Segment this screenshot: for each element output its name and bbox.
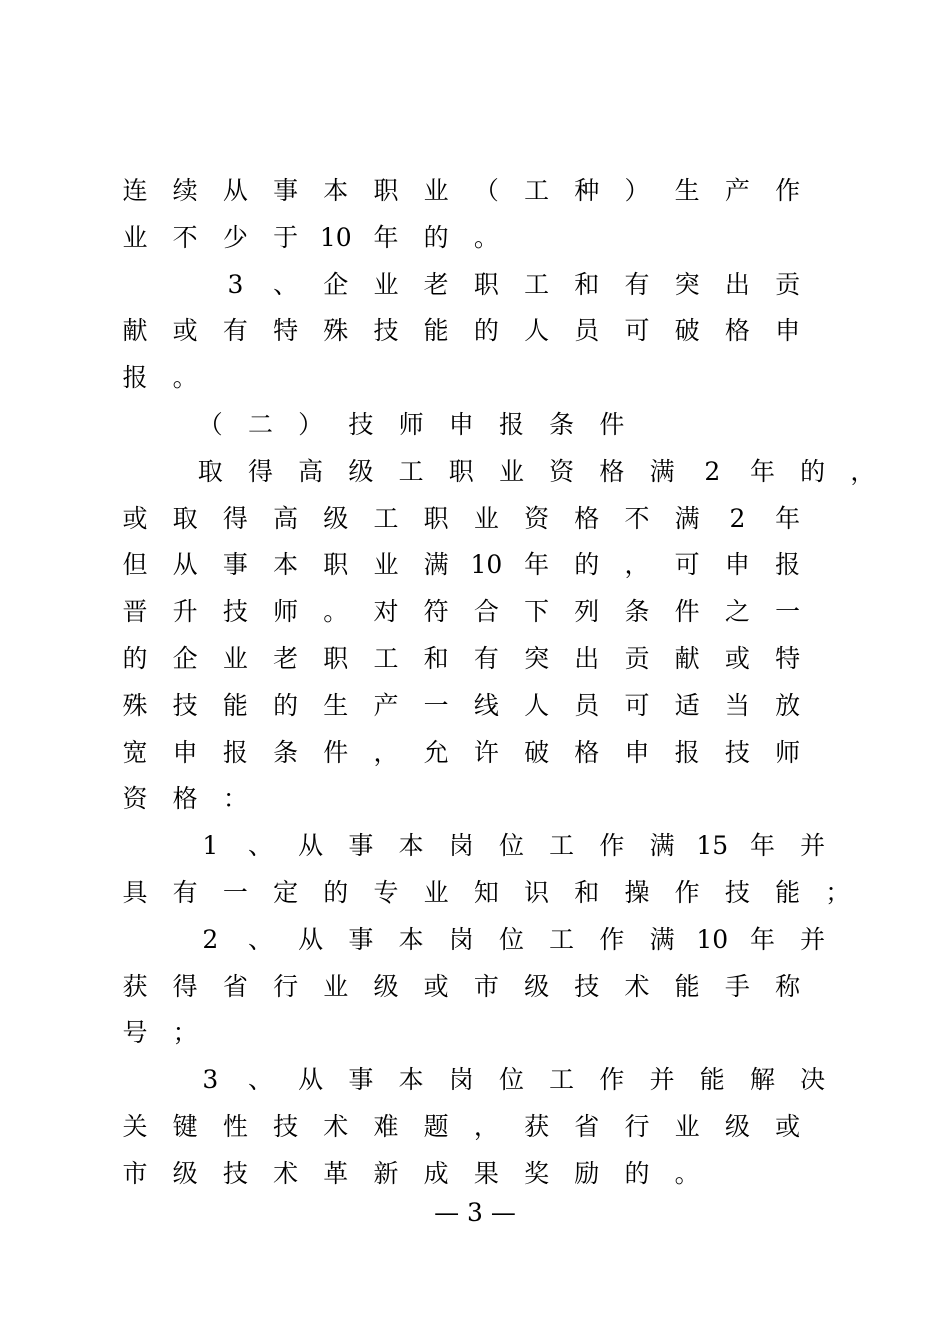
text-glyph: 级 — [348, 456, 374, 486]
text-glyph: 本 — [398, 924, 424, 954]
text-glyph: 和 — [423, 644, 449, 673]
text-glyph: 破 — [524, 737, 550, 767]
text-glyph: 申 — [775, 316, 801, 346]
text-glyph: 可 — [624, 316, 650, 346]
text-glyph: 职 — [323, 550, 349, 580]
text-glyph: 作 — [599, 924, 625, 954]
text-glyph: 产 — [724, 176, 750, 205]
text-glyph: 二 — [247, 410, 273, 439]
text-glyph: 资 — [122, 784, 148, 814]
text-glyph: 件 — [674, 597, 700, 627]
text-glyph: 满 — [649, 924, 675, 954]
page-number: — 3 — — [434, 1198, 516, 1227]
text-line — [0, 499, 950, 539]
text-glyph: 可 — [674, 550, 700, 580]
text-glyph: 资 — [549, 456, 575, 486]
text-glyph: 和 — [574, 269, 600, 299]
text-glyph: 操 — [624, 878, 650, 907]
text-glyph: 列 — [574, 597, 600, 627]
text-glyph: 满 — [649, 456, 675, 486]
text-line — [0, 826, 950, 866]
text-glyph: 技 — [348, 410, 374, 439]
text-glyph: 高 — [273, 503, 299, 533]
text-glyph: 事 — [348, 924, 374, 954]
text-glyph: 工 — [549, 1065, 575, 1095]
text-glyph: 的 — [800, 456, 826, 486]
text-glyph: ， — [624, 550, 650, 580]
text-glyph: 职 — [423, 503, 449, 533]
text-glyph: 作 — [599, 1065, 625, 1095]
text-glyph: ； — [172, 1018, 198, 1048]
text-glyph: 业 — [122, 222, 148, 252]
text-glyph: 生 — [674, 176, 700, 205]
text-glyph: 作 — [775, 176, 801, 205]
text-glyph: 业 — [423, 176, 449, 205]
text-glyph: 对 — [373, 597, 399, 627]
text-glyph: 。 — [172, 363, 198, 393]
text-glyph: 10 — [319, 222, 352, 252]
text-glyph: 和 — [574, 878, 600, 907]
text-glyph: 格 — [599, 456, 625, 486]
text-glyph: 性 — [222, 1112, 248, 1141]
text-glyph: 许 — [473, 737, 499, 767]
text-glyph: 2 — [202, 924, 219, 954]
text-glyph: 2 — [704, 456, 721, 486]
text-glyph: 或 — [423, 971, 449, 1001]
text-glyph: ， — [473, 1112, 499, 1141]
text-glyph: 不 — [624, 503, 650, 533]
text-glyph: 格 — [574, 737, 600, 767]
text-line — [0, 779, 950, 819]
text-glyph: 获 — [122, 971, 148, 1001]
text-glyph: 师 — [398, 410, 424, 439]
text-glyph: 的 — [473, 316, 499, 346]
text-glyph: 件 — [599, 410, 625, 439]
text-glyph: 工 — [373, 644, 399, 673]
text-glyph: 术 — [323, 1112, 349, 1141]
text-glyph: 作 — [674, 878, 700, 907]
text-glyph: 年 — [524, 550, 550, 580]
text-glyph: 企 — [172, 644, 198, 673]
text-glyph: 术 — [273, 1158, 299, 1188]
text-glyph: 取 — [197, 456, 223, 486]
text-glyph: 申 — [624, 737, 650, 767]
text-glyph: 作 — [599, 831, 625, 861]
text-line — [0, 733, 950, 773]
text-glyph: 破 — [674, 316, 700, 346]
text-glyph: 年 — [749, 831, 775, 861]
text-glyph: 一 — [222, 878, 248, 907]
text-glyph: 人 — [524, 690, 550, 720]
text-glyph: 省 — [574, 1112, 600, 1141]
text-glyph: 的 — [423, 222, 449, 252]
text-glyph: 能 — [775, 878, 801, 907]
text-glyph: ， — [373, 737, 399, 767]
text-glyph: 出 — [574, 644, 600, 673]
text-glyph: 业 — [222, 644, 248, 673]
text-glyph: 业 — [423, 878, 449, 907]
text-glyph: 之 — [724, 597, 750, 627]
text-glyph: 突 — [524, 644, 550, 673]
text-glyph: 。 — [473, 222, 499, 252]
text-line — [0, 967, 950, 1007]
text-glyph: 知 — [473, 878, 499, 907]
text-glyph: 条 — [549, 410, 575, 439]
text-glyph: 当 — [724, 690, 750, 720]
text-glyph: 一 — [775, 597, 801, 627]
text-glyph: 事 — [273, 176, 299, 205]
text-glyph: 有 — [473, 644, 499, 673]
text-glyph: 行 — [273, 971, 299, 1001]
text-glyph: 1 — [202, 831, 219, 861]
text-glyph: 术 — [624, 971, 650, 1001]
text-glyph: 允 — [423, 737, 449, 767]
text-line — [0, 592, 950, 632]
text-glyph: 业 — [498, 456, 524, 486]
text-glyph: 人 — [524, 316, 550, 346]
text-glyph: 线 — [473, 690, 499, 720]
text-glyph: 技 — [574, 971, 600, 1001]
text-glyph: 格 — [574, 503, 600, 533]
text-glyph: 符 — [423, 597, 449, 627]
text-glyph: 的 — [323, 878, 349, 907]
text-glyph: ； — [825, 878, 851, 907]
text-glyph: 新 — [373, 1158, 399, 1188]
text-glyph: 或 — [724, 644, 750, 673]
text-glyph: 格 — [724, 316, 750, 346]
text-glyph: 种 — [574, 176, 600, 205]
text-line — [0, 218, 950, 258]
text-glyph: 事 — [222, 550, 248, 580]
text-glyph: ： — [222, 784, 248, 814]
text-glyph: 报 — [122, 363, 148, 393]
text-glyph: 老 — [423, 269, 449, 299]
text-glyph: 少 — [222, 222, 248, 252]
text-glyph: 报 — [674, 737, 700, 767]
text-line — [0, 686, 950, 726]
text-glyph: 奖 — [524, 1158, 550, 1188]
text-glyph: 献 — [122, 316, 148, 346]
text-glyph: 10 — [696, 924, 729, 954]
text-line — [0, 405, 950, 445]
text-glyph: 10 — [470, 550, 503, 580]
text-glyph: 岗 — [448, 831, 474, 861]
text-glyph: 工 — [549, 831, 575, 861]
text-glyph: 企 — [323, 269, 349, 299]
text-glyph: 2 — [729, 503, 746, 533]
text-line — [0, 171, 950, 211]
text-glyph: ） — [624, 176, 650, 205]
text-glyph: 取 — [172, 503, 198, 533]
text-glyph: 级 — [172, 1158, 198, 1188]
text-glyph: 老 — [273, 644, 299, 673]
text-glyph: 位 — [498, 831, 524, 861]
text-glyph: 励 — [574, 1158, 600, 1188]
text-glyph: 识 — [524, 878, 550, 907]
text-glyph: 连 — [122, 176, 148, 205]
text-glyph: 3 — [202, 1065, 219, 1095]
text-line — [0, 545, 950, 585]
text-glyph: 出 — [724, 269, 750, 299]
text-line — [0, 358, 950, 398]
text-glyph: 岗 — [448, 924, 474, 954]
text-glyph: 从 — [222, 176, 248, 205]
text-glyph: 、 — [247, 831, 273, 861]
text-glyph: 格 — [172, 784, 198, 814]
text-line — [0, 920, 950, 960]
text-glyph: 。 — [323, 597, 349, 627]
text-glyph: 技 — [172, 690, 198, 720]
text-glyph: （ — [473, 176, 499, 205]
text-glyph: 革 — [323, 1158, 349, 1188]
text-glyph: 市 — [473, 971, 499, 1001]
text-glyph: 省 — [222, 971, 248, 1001]
text-glyph: 本 — [323, 176, 349, 205]
text-glyph: 职 — [373, 176, 399, 205]
text-glyph: 得 — [222, 503, 248, 533]
text-glyph: 得 — [172, 971, 198, 1001]
text-glyph: 资 — [524, 503, 550, 533]
text-glyph: 师 — [273, 597, 299, 627]
text-glyph: ， — [850, 456, 876, 486]
text-glyph: 工 — [524, 269, 550, 299]
text-glyph: 难 — [373, 1112, 399, 1141]
text-glyph: 3 — [227, 269, 244, 299]
text-glyph: 工 — [549, 924, 575, 954]
text-glyph: 突 — [674, 269, 700, 299]
text-line — [0, 1060, 950, 1100]
text-glyph: 位 — [498, 924, 524, 954]
text-glyph: 从 — [298, 831, 324, 861]
text-glyph: 高 — [298, 456, 324, 486]
text-glyph: 事 — [348, 831, 374, 861]
text-glyph: 满 — [649, 831, 675, 861]
text-glyph: 级 — [323, 503, 349, 533]
text-glyph: 市 — [122, 1158, 148, 1188]
text-glyph: 献 — [674, 644, 700, 673]
text-glyph: 的 — [574, 550, 600, 580]
text-line — [0, 1013, 950, 1053]
text-glyph: 岗 — [448, 1065, 474, 1095]
text-glyph: 特 — [273, 316, 299, 346]
text-glyph: 报 — [775, 550, 801, 580]
text-glyph: 级 — [524, 971, 550, 1001]
text-glyph: 称 — [775, 971, 801, 1001]
text-glyph: 本 — [398, 1065, 424, 1095]
text-glyph: 从 — [298, 924, 324, 954]
text-glyph: 的 — [273, 690, 299, 720]
text-glyph: 放 — [775, 690, 801, 720]
text-glyph: 晋 — [122, 597, 148, 627]
text-glyph: 条 — [624, 597, 650, 627]
text-glyph: 技 — [373, 316, 399, 346]
text-glyph: 果 — [473, 1158, 499, 1188]
text-glyph: 有 — [222, 316, 248, 346]
text-glyph: 级 — [373, 971, 399, 1001]
text-glyph: 贡 — [624, 644, 650, 673]
text-glyph: 并 — [800, 924, 826, 954]
text-glyph: 题 — [423, 1112, 449, 1141]
text-line — [0, 1107, 950, 1147]
text-glyph: 本 — [273, 550, 299, 580]
text-glyph: 专 — [373, 878, 399, 907]
text-glyph: 业 — [473, 503, 499, 533]
text-glyph: 适 — [674, 690, 700, 720]
text-glyph: 宽 — [122, 737, 148, 767]
text-glyph: 职 — [448, 456, 474, 486]
text-glyph: 有 — [624, 269, 650, 299]
text-glyph: 本 — [398, 831, 424, 861]
text-glyph: 或 — [122, 503, 148, 533]
text-glyph: 获 — [524, 1112, 550, 1141]
text-glyph: 、 — [247, 1065, 273, 1095]
text-glyph: 或 — [775, 1112, 801, 1141]
text-glyph: 能 — [222, 690, 248, 720]
text-glyph: 年 — [749, 924, 775, 954]
text-glyph: 技 — [273, 1112, 299, 1141]
text-glyph: 技 — [724, 737, 750, 767]
text-glyph: 但 — [122, 550, 148, 580]
text-glyph: 殊 — [122, 690, 148, 720]
text-glyph: 年 — [775, 503, 801, 533]
text-glyph: 申 — [172, 737, 198, 767]
text-glyph: 业 — [323, 971, 349, 1001]
text-glyph: 合 — [473, 597, 499, 627]
text-glyph: 键 — [172, 1112, 198, 1141]
text-glyph: 工 — [373, 503, 399, 533]
text-glyph: 不 — [172, 222, 198, 252]
text-glyph: 满 — [423, 550, 449, 580]
text-glyph: 报 — [222, 737, 248, 767]
text-glyph: 行 — [624, 1112, 650, 1141]
text-glyph: 技 — [222, 1158, 248, 1188]
text-glyph: 从 — [172, 550, 198, 580]
text-line — [0, 452, 950, 492]
text-glyph: 职 — [473, 269, 499, 299]
text-glyph: 并 — [649, 1065, 675, 1095]
text-line — [0, 1154, 950, 1194]
text-glyph: 业 — [373, 550, 399, 580]
text-glyph: 关 — [122, 1112, 148, 1141]
text-glyph: 业 — [674, 1112, 700, 1141]
text-glyph: 于 — [273, 222, 299, 252]
text-glyph: 事 — [348, 1065, 374, 1095]
text-glyph: 师 — [775, 737, 801, 767]
text-glyph: 从 — [298, 1065, 324, 1095]
text-glyph: 工 — [398, 456, 424, 486]
text-glyph: 级 — [724, 1112, 750, 1141]
text-glyph: ） — [298, 410, 324, 439]
text-glyph: 条 — [273, 737, 299, 767]
text-glyph: 能 — [699, 1065, 725, 1095]
text-glyph: 决 — [800, 1065, 826, 1095]
text-glyph: 手 — [724, 971, 750, 1001]
text-glyph: 的 — [122, 644, 148, 673]
text-glyph: 满 — [674, 503, 700, 533]
text-glyph: 可 — [624, 690, 650, 720]
text-glyph: 特 — [775, 644, 801, 673]
text-glyph: 殊 — [323, 316, 349, 346]
text-glyph: 并 — [800, 831, 826, 861]
text-glyph: 年 — [749, 456, 775, 486]
text-glyph: 一 — [423, 690, 449, 720]
text-glyph: 件 — [323, 737, 349, 767]
text-glyph: 15 — [696, 831, 729, 861]
text-glyph: 员 — [574, 690, 600, 720]
text-glyph: 成 — [423, 1158, 449, 1188]
text-glyph: 、 — [247, 924, 273, 954]
text-glyph: 号 — [122, 1018, 148, 1048]
text-glyph: 能 — [674, 971, 700, 1001]
text-glyph: 员 — [574, 316, 600, 346]
text-glyph: 申 — [448, 410, 474, 439]
text-glyph: 解 — [749, 1065, 775, 1095]
text-glyph: 年 — [373, 222, 399, 252]
text-glyph: 具 — [122, 878, 148, 907]
text-glyph: 续 — [172, 176, 198, 205]
text-glyph: 的 — [624, 1158, 650, 1188]
text-glyph: 产 — [373, 690, 399, 720]
text-glyph: 下 — [524, 597, 550, 627]
text-glyph: 技 — [724, 878, 750, 907]
text-glyph: 业 — [373, 269, 399, 299]
text-glyph: 生 — [323, 690, 349, 720]
text-glyph: 或 — [172, 316, 198, 346]
text-glyph: 贡 — [775, 269, 801, 299]
text-glyph: 工 — [524, 176, 550, 205]
text-glyph: 升 — [172, 597, 198, 627]
text-glyph: 技 — [222, 597, 248, 627]
text-glyph: （ — [197, 410, 223, 439]
text-line — [0, 311, 950, 351]
text-glyph: 申 — [724, 550, 750, 580]
text-glyph: 位 — [498, 1065, 524, 1095]
text-glyph: 有 — [172, 878, 198, 907]
text-glyph: 得 — [247, 456, 273, 486]
text-glyph: 、 — [273, 269, 299, 299]
text-line — [0, 639, 950, 679]
text-glyph: 报 — [498, 410, 524, 439]
text-glyph: 。 — [674, 1158, 700, 1188]
text-line — [0, 873, 950, 913]
text-line — [0, 265, 950, 305]
text-glyph: 职 — [323, 644, 349, 673]
text-glyph: 定 — [273, 878, 299, 907]
text-glyph: 能 — [423, 316, 449, 346]
